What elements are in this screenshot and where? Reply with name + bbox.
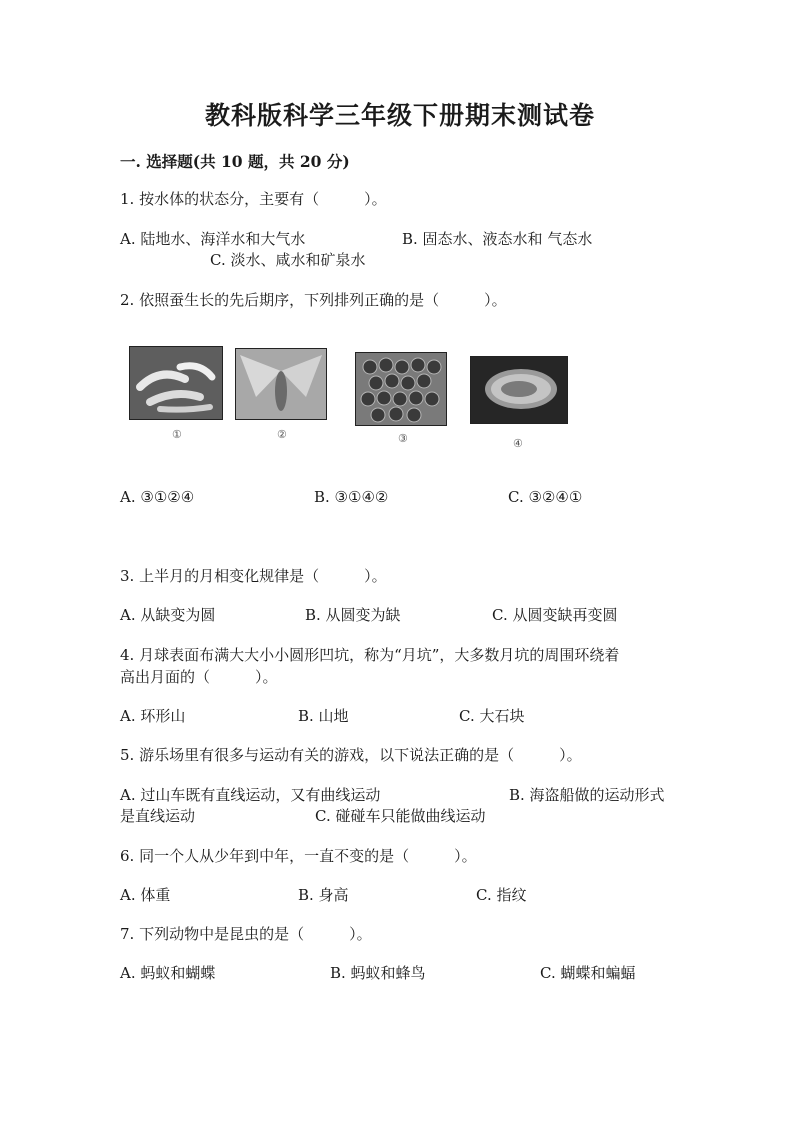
question-5-option-b-continued[interactable]: 是直线运动 [120,807,196,825]
question-4-stem-line2: 高出月面的（ ）。 [120,668,278,686]
question-4-option-c[interactable]: C. 大石块 [459,707,525,725]
question-2-option-a[interactable]: A. ③①②④ [120,488,195,506]
question-3-option-a[interactable]: A. 从缺变为圆 [120,606,216,624]
question-1-option-c[interactable]: C. 淡水、咸水和矿泉水 [210,251,366,269]
question-6-option-b[interactable]: B. 身高 [298,886,349,904]
photo-eggs [355,352,447,426]
question-7-option-a[interactable]: A. 蚂蚁和蝴蝶 [120,964,216,982]
question-5-option-a[interactable]: A. 过山车既有直线运动，又有曲线运动 [120,786,381,804]
question-4-option-b[interactable]: B. 山地 [298,707,349,725]
photo-caption-2: ② [277,428,287,441]
question-1-option-a[interactable]: A. 陆地水、海洋水和大气水 [120,230,306,248]
question-1-stem: 1. 按水体的状态分，主要有（ ）。 [120,190,387,208]
question-5-stem: 5. 游乐场里有很多与运动有关的游戏，以下说法正确的是（ ）。 [120,746,582,764]
question-5-option-b[interactable]: B. 海盗船做的运动形式 [509,786,665,804]
question-6-stem: 6. 同一个人从少年到中年，一直不变的是（ ）。 [120,847,477,865]
question-6-option-a[interactable]: A. 体重 [120,886,171,904]
question-5-option-c[interactable]: C. 碰碰车只能做曲线运动 [315,807,486,825]
photo-cocoon [470,356,568,424]
question-3-option-b[interactable]: B. 从圆变为缺 [305,606,401,624]
page-title: 教科版科学三年级下册期末测试卷 [204,101,595,130]
question-7-stem: 7. 下列动物中是昆虫的是（ ）。 [120,925,372,943]
photo-larvae [129,346,223,420]
question-4-option-a[interactable]: A. 环形山 [120,707,186,725]
question-7-option-c[interactable]: C. 蝴蝶和蝙蝠 [540,964,636,982]
question-6-option-c[interactable]: C. 指纹 [476,886,527,904]
section-heading: 一. 选择题(共 10 题，共 20 分) [120,152,350,171]
question-3-stem: 3. 上半月的月相变化规律是（ ）。 [120,567,387,585]
question-4-stem-line1: 4. 月球表面布满大大小小圆形凹坑，称为“月坑”，大多数月坑的周围环绕着 [120,646,620,664]
question-2-option-c[interactable]: C. ③②④① [508,488,583,506]
question-7-option-b[interactable]: B. 蚂蚁和蜂鸟 [330,964,426,982]
question-2-option-b[interactable]: B. ③①④② [314,488,389,506]
question-3-option-c[interactable]: C. 从圆变缺再变圆 [492,606,618,624]
photo-moth [235,348,327,420]
question-2-stem: 2. 依照蚕生长的先后期序，下列排列正确的是（ ）。 [120,291,507,309]
photo-caption-4: ④ [513,437,523,450]
photo-caption-1: ① [172,428,182,441]
photo-caption-3: ③ [398,432,408,445]
question-1-option-b[interactable]: B. 固态水、液态水和 气态水 [402,230,593,248]
